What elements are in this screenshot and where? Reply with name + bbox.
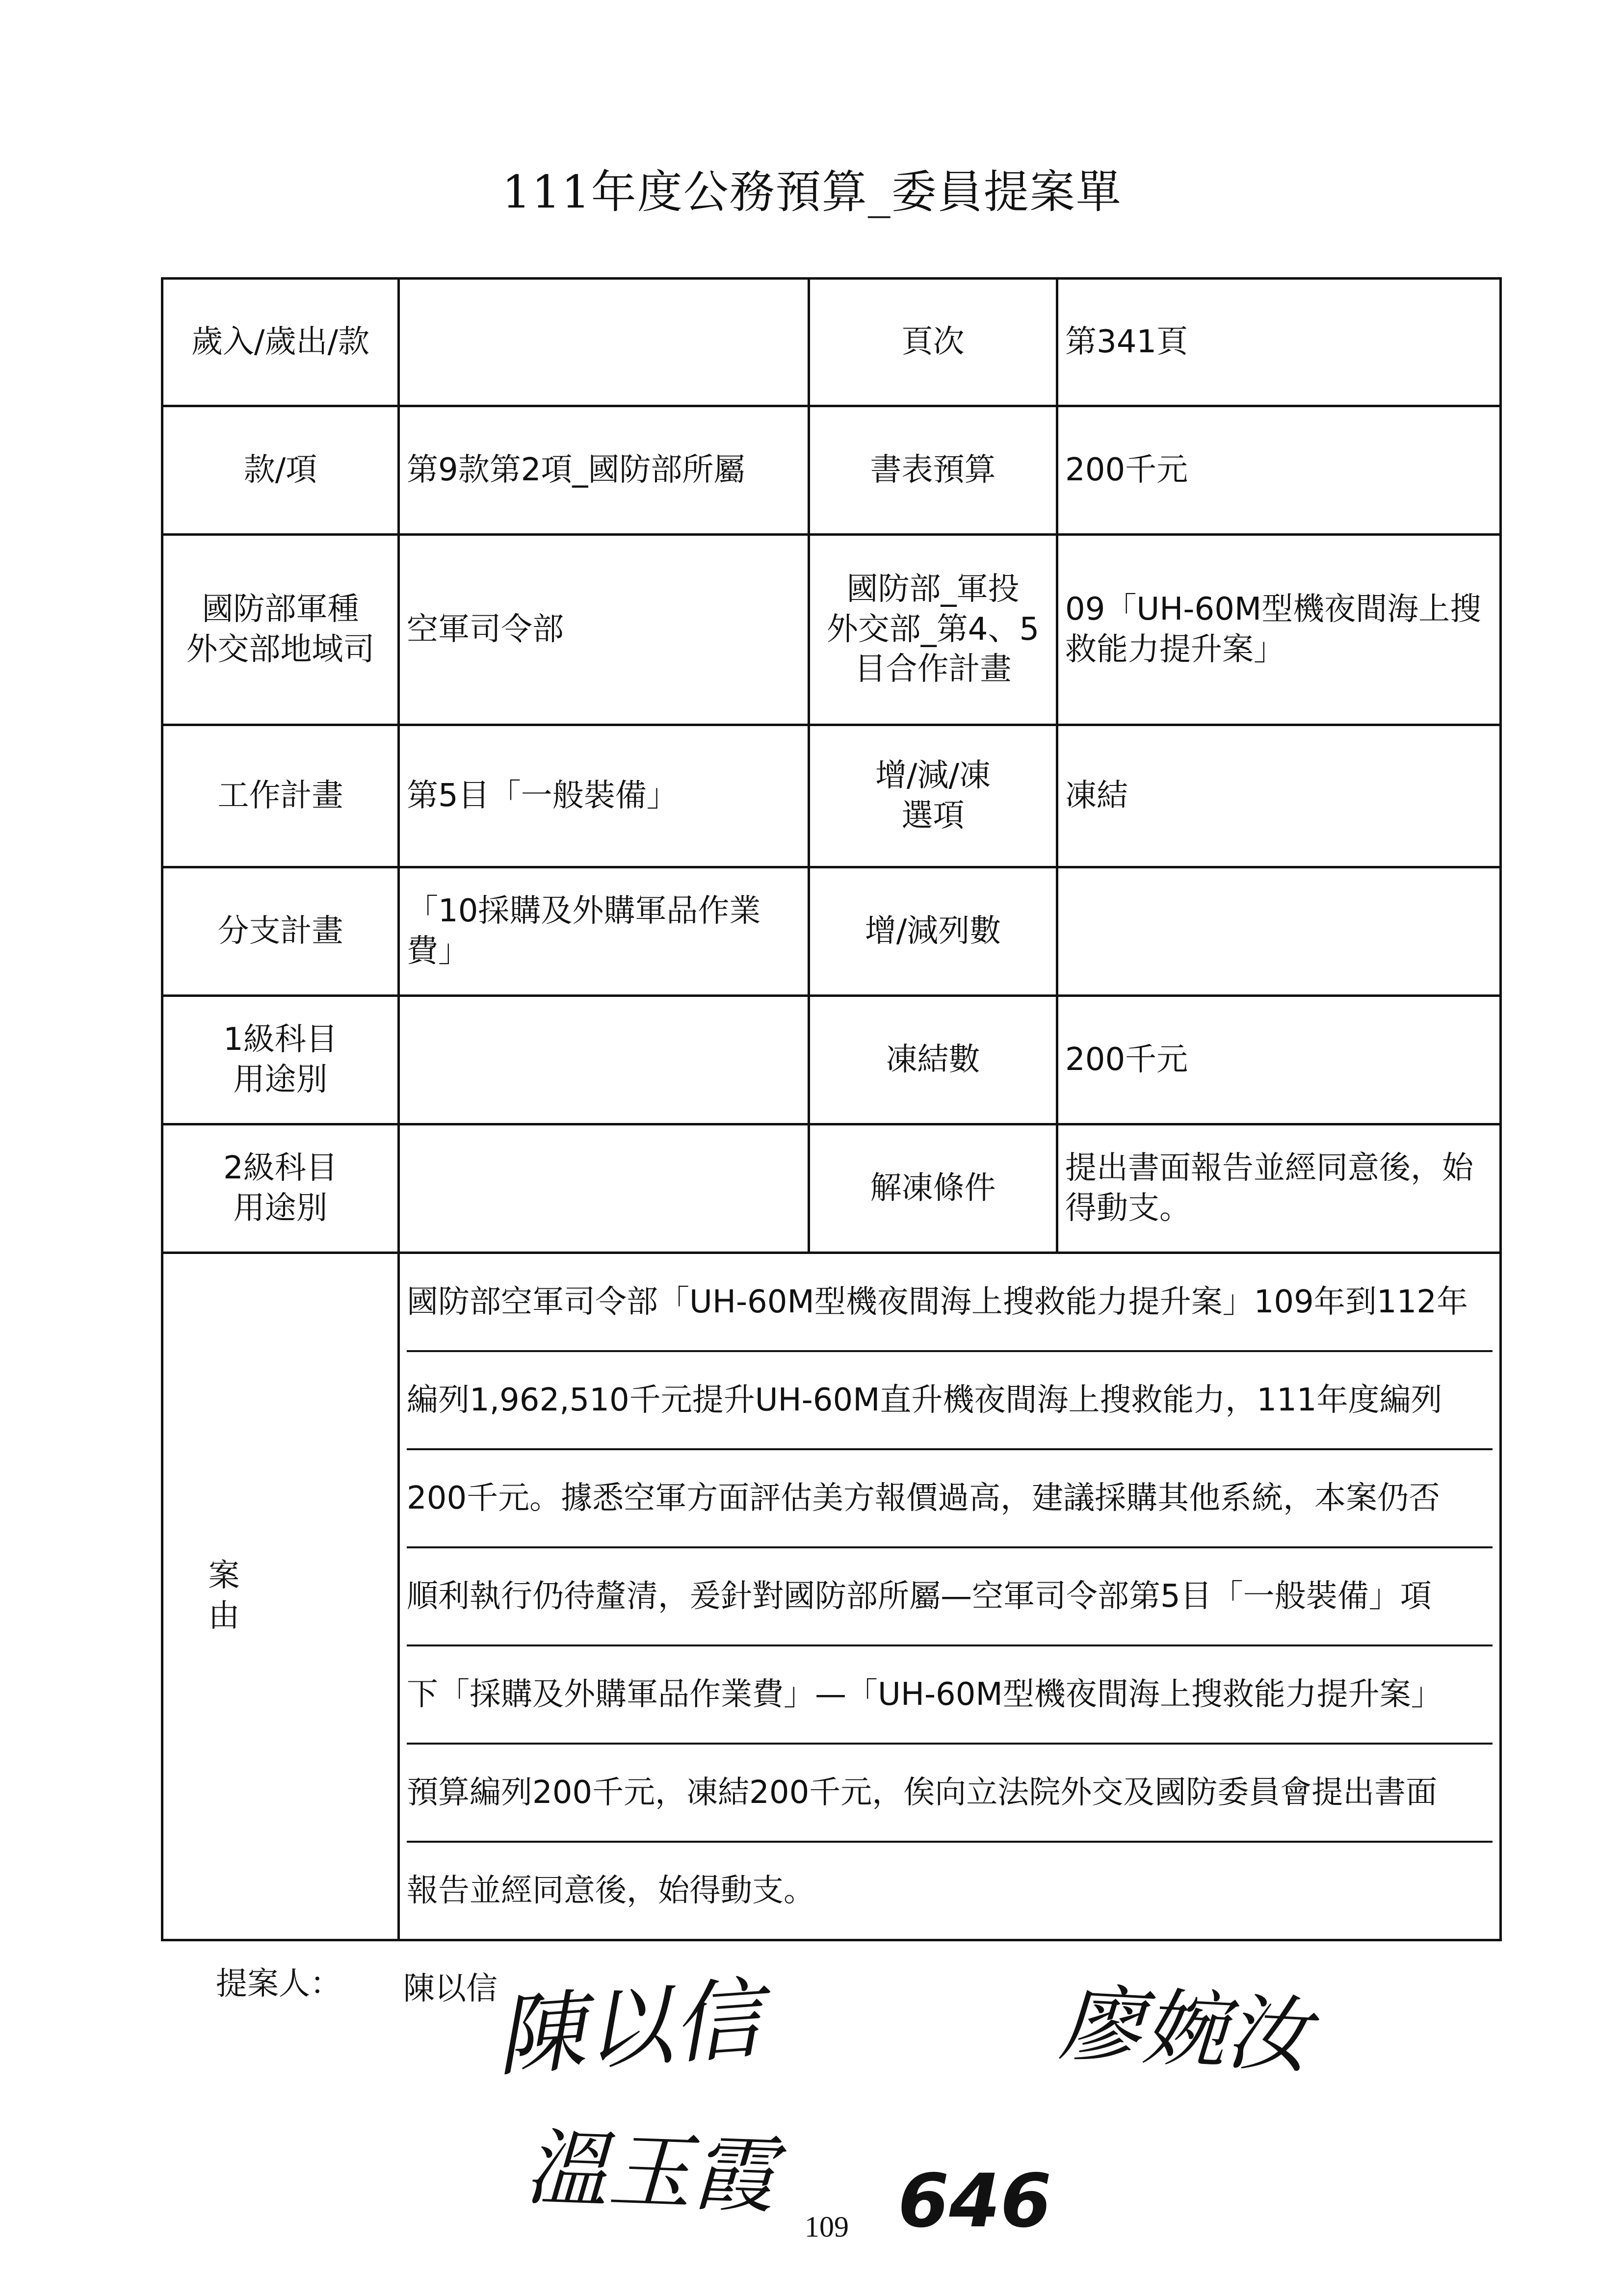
signature-1: 陳以信 <box>493 1968 764 2089</box>
row-label: 增/減/凍 選項 <box>809 725 1057 867</box>
row-label: 增/減列數 <box>809 867 1057 996</box>
row-label: 2級科目 用途別 <box>162 1124 399 1253</box>
form-row <box>162 279 1501 406</box>
document-title: 111年度公務預算_委員提案單 <box>502 166 1122 218</box>
row-value: 09「UH-60M型機夜間海上搜救能力提升案」 <box>1057 535 1501 725</box>
row-label: 1級科目 用途別 <box>162 996 399 1124</box>
reason-text <box>399 1253 1501 1940</box>
row-value <box>399 279 809 406</box>
page-number: 109 <box>805 2211 849 2243</box>
proposer-label: 提案人： <box>216 1966 341 2002</box>
row-value: 「10採購及外購軍品作業費」 <box>399 867 809 996</box>
signature-3: 溫玉霞 <box>523 2119 777 2225</box>
row-value: 第9款第2項_國防部所屬 <box>399 406 809 535</box>
row-label: 款/項 <box>162 406 399 535</box>
reason-line: 編列1,962,510千元提升UH-60M直升機夜間海上搜救能力，111年度編列 <box>407 1352 1493 1450</box>
row-value <box>399 996 809 1124</box>
row-value <box>1057 867 1501 996</box>
row-label: 書表預算 <box>809 406 1057 535</box>
reason-label-text: 案由 <box>208 1558 353 1634</box>
row-value: 200千元 <box>1057 406 1501 535</box>
signature-2: 廖婉汝 <box>1057 1975 1312 2086</box>
row-label: 國防部軍種 外交部地域司 <box>162 535 399 725</box>
reason-line: 預算編列200千元，凍結200千元，俟向立法院外交及國防委員會提出書面 <box>407 1745 1493 1843</box>
reason-line: 下「採購及外購軍品作業費」—「UH-60M型機夜間海上搜救能力提升案」 <box>407 1646 1493 1745</box>
row-label: 分支計畫 <box>162 867 399 996</box>
reason-line: 順利執行仍待釐清，爰針對國防部所屬—空軍司令部第5目「一般裝備」項 <box>407 1548 1493 1646</box>
row-value <box>399 1124 809 1253</box>
form-row <box>162 406 1501 535</box>
handwritten-number: 646 <box>898 2159 1052 2244</box>
row-value: 凍結 <box>1057 725 1501 867</box>
row-label: 工作計畫 <box>162 725 399 867</box>
reason-line: 國防部空軍司令部「UH-60M型機夜間海上搜救能力提升案」109年到112年 <box>407 1254 1493 1352</box>
reason-line: 200千元。據悉空軍方面評估美方報價過高，建議採購其他系統，本案仍否 <box>407 1450 1493 1548</box>
row-label: 解凍條件 <box>809 1124 1057 1253</box>
row-value: 第341頁 <box>1057 279 1501 406</box>
row-value: 提出書面報告並經同意後，始得動支。 <box>1057 1124 1501 1253</box>
form-row <box>162 1124 1501 1253</box>
row-label: 頁次 <box>809 279 1057 406</box>
form-row <box>162 867 1501 996</box>
reason-line: 報告並經同意後，始得動支。 <box>407 1873 815 1909</box>
row-value: 第5目「一般裝備」 <box>399 725 809 867</box>
proposal-form-table <box>161 277 1502 1941</box>
row-label: 凍結數 <box>809 996 1057 1124</box>
row-value: 200千元 <box>1057 996 1501 1124</box>
reason-label <box>162 1253 399 1940</box>
form-row <box>162 996 1501 1124</box>
row-label: 歲入/歲出/款 <box>162 279 399 406</box>
form-row <box>162 535 1501 725</box>
reason-row <box>162 1253 1501 1940</box>
form-row <box>162 725 1501 867</box>
proposer-name: 陳以信 <box>403 1971 498 2007</box>
row-value: 空軍司令部 <box>399 535 809 725</box>
row-label: 國防部_軍投 外交部_第4、5 目合作計畫 <box>809 535 1057 725</box>
